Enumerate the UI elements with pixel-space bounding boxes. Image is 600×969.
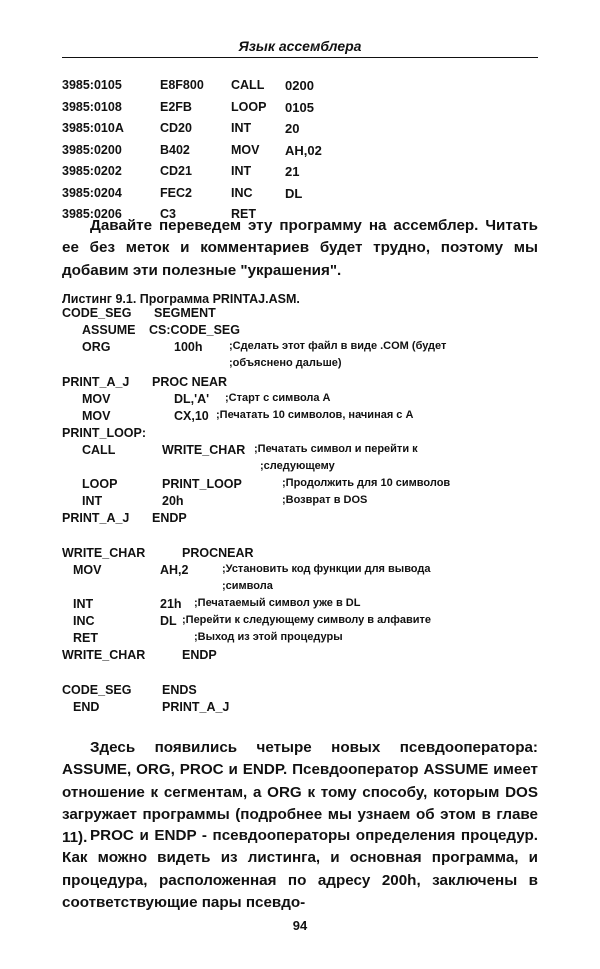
listing-caption: Листинг 9.1. Программа PRINTAJ.ASM. (62, 292, 300, 306)
page-number: 94 (292, 918, 308, 933)
header-rule (62, 57, 538, 58)
paragraph-intro: Давайте переведем эту программу на ассемблер. Читать ее без меток и комментариев будет трудно, поэтому мы добавим эти полезные "украшения". (62, 217, 538, 279)
paragraph-pseudo-ops: Здесь появились четыре новых псевдооператора: ASSUME, ORG, PROC и ENDP. Псевдооператор ASSUME имеет отношение к сегментам, а ORG к тому способу, которым DOS загружает программы (подробнее мы узнаем об этом в главе 11). (62, 739, 538, 846)
running-title: Язык ассемблера (238, 38, 362, 54)
book-page: Язык ассемблера 3985:0105 E8F800 CALL 0200 3985:0108 E2FB LOOP 0105 3985:010A CD20 INT 20 3985:0200 B402 MOV AH,02 3985:0202 CD21 INT 21 3985:0204 FEC2 INC DL 3985:0206 C3 RET Давайте переведем эту программу на ассемблер. Читать ее без меток и комментариев будет трудно, поэтому мы добавим эти полезные "украшения". Листинг 9.1. Программа PRINTAJ.ASM. CODE_SEG SEGMENT ASSUME CS:CODE_SEG ORG 100h ;Сделать этот файл в виде .COM (будет ;объяснено дальше) PRINT_A_J PROC NEAR MOV DL,'A' ;Старт с символа А MOV CX,10 ;Печатать 10 символов, начиная с А PRINT_LOOP: CALL WRITE_CHAR ;Печатать символ и перейти к ;следующему LOOP PRINT_LOOP ;Продолжить для 10 символов INT 20h ;Возврат в DOS PRINT_A_J ENDP WRITE_CHAR PROCNEAR MOV AH,2 ;Установить код функции для вывода ;символа INT 21h ;Печатаемый символ уже в DL INC DL ;Перейти к следующему символу в алфавите RET ;Выход из этой процедуры WRITE_CHAR ENDP CODE_SEG ENDS END PRINT_A_J Здесь появились четыре новых псевдооператора: ASSUME, ORG, PROC и ENDP. Псевдооператор ASSUME имеет отношение к сегментам, а ORG к тому способу, которым DOS загружает программы (подробнее мы узнаем об этом в главе 11). PROC и ENDP - псевдооператоры определения процедур. Как можно видеть из листинга, и основная программа, и процедура, расположенная по адресу 200h, заключены в соответствующие пары псевдо- 94 (0, 0, 600, 969)
paragraph-proc-endp: PROC и ENDP - псевдооператоры определения процедур. Как можно видеть из листинга, и основная программа, и процедура, расположенная по адресу 200h, заключены в соответствующие пары псевдо- (62, 827, 538, 912)
